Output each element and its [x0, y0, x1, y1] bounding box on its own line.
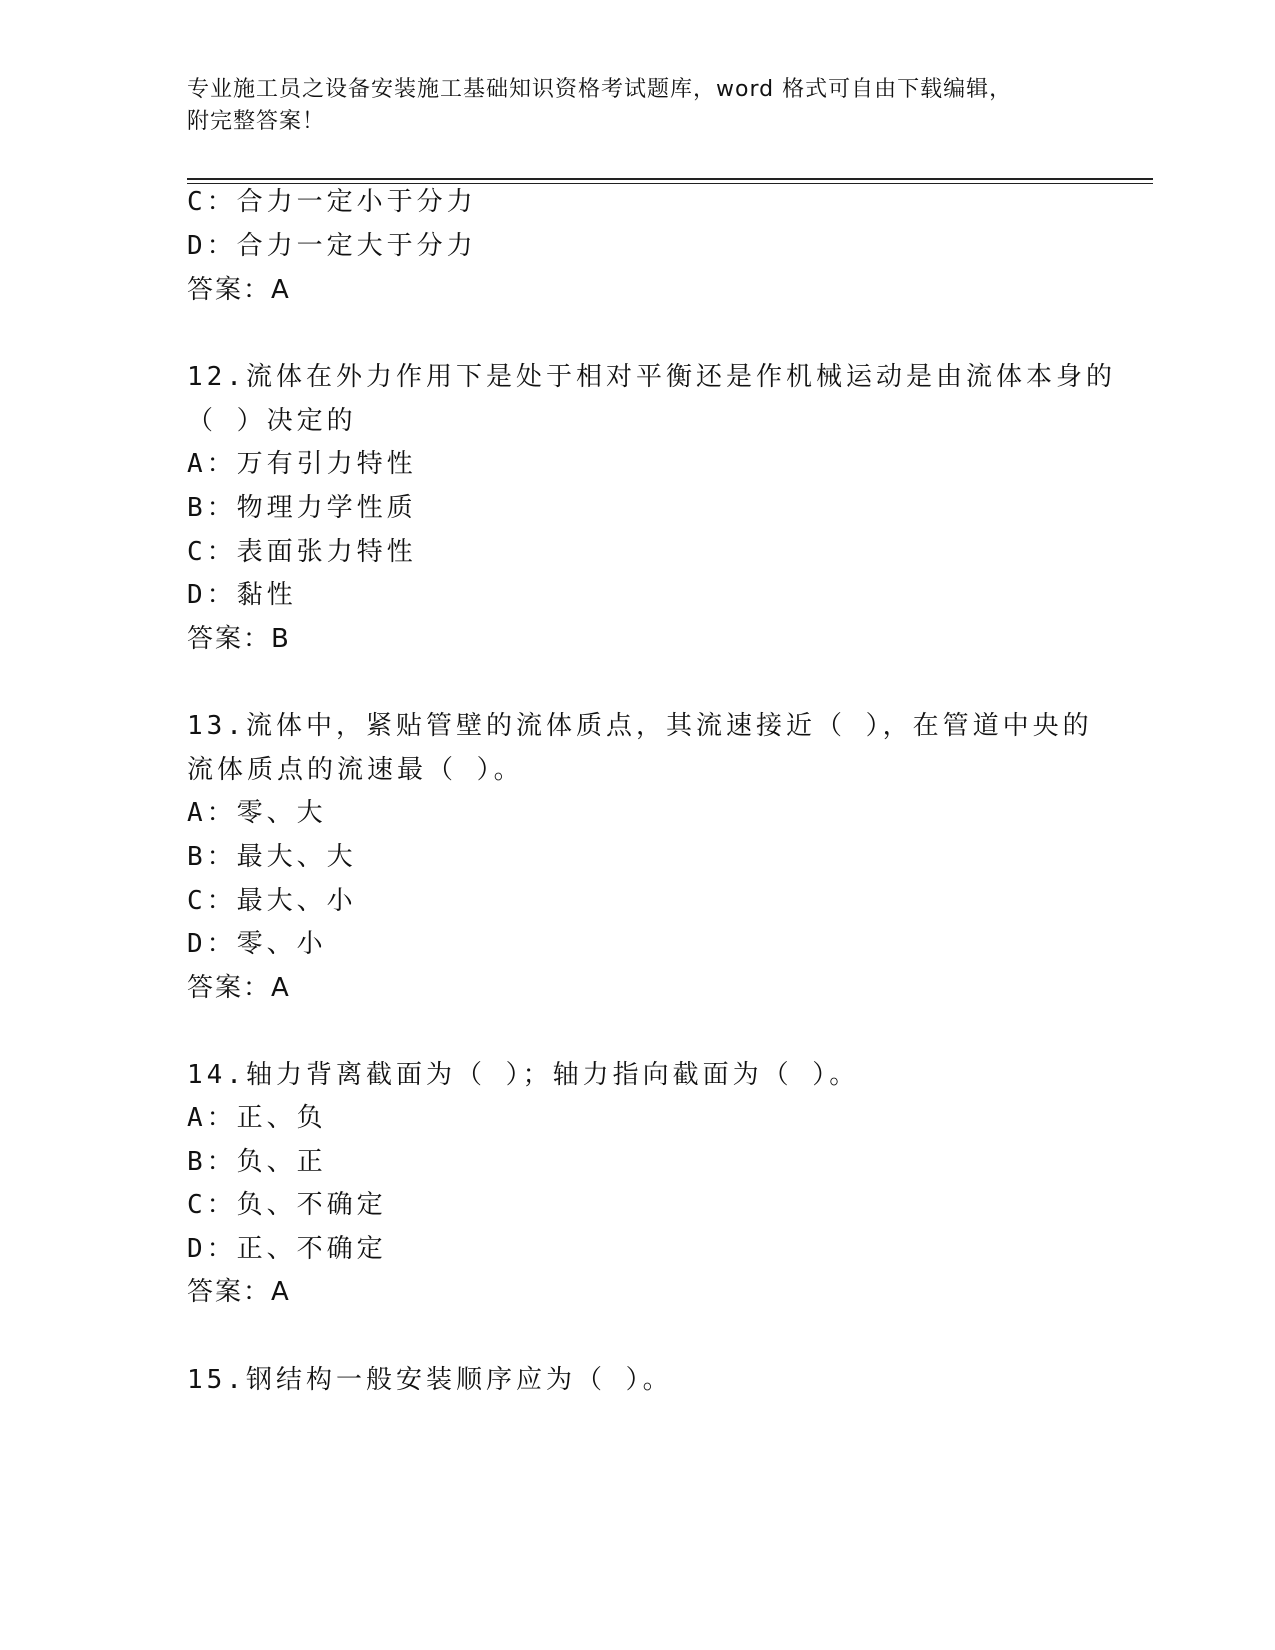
q12-option-b: B：物理力学性质 [187, 493, 417, 523]
q12-option-d: D：黏性 [187, 580, 297, 610]
q13-option-b: B：最大、大 [187, 842, 357, 872]
document-header [187, 74, 1087, 138]
q11-option-d: D：合力一定大于分力 [187, 231, 477, 261]
q13-stem-line-1: 13.流体中，紧贴管壁的流体质点，其流速接近（ ），在管道中央的 [187, 711, 1093, 741]
q14-stem: 14.轴力背离截面为（ ）；轴力指向截面为（ ）。 [187, 1060, 860, 1090]
q14-option-a: A：正、负 [187, 1103, 327, 1133]
q12-option-c: C：表面张力特性 [187, 537, 417, 567]
q14-answer: 答案：A [187, 1277, 291, 1307]
q13-option-d: D：零、小 [187, 929, 327, 959]
q13-option-c: C：最大、小 [187, 886, 357, 916]
q12-stem-line-1: 12.流体在外力作用下是处于相对平衡还是作机械运动是由流体本身的 [187, 362, 1116, 392]
q13-stem-line-2: 流体质点的流速最（ ）。 [187, 755, 524, 785]
q14-option-b: B：负、正 [187, 1147, 327, 1177]
header-line-2: 附完整答案！ [187, 109, 326, 134]
q11-answer: 答案：A [187, 275, 291, 305]
q15-stem: 15.钢结构一般安装顺序应为（ ）。 [187, 1365, 673, 1395]
q12-stem-line-2: （ ）决定的 [187, 406, 357, 436]
q12-answer: 答案：B [187, 624, 291, 654]
q11-option-c: C：合力一定小于分力 [187, 187, 477, 217]
header-line-1: 专业施工员之设备安装施工基础知识资格考试题库，word 格式可自由下载编辑， [187, 77, 1013, 102]
q13-option-a: A：零、大 [187, 798, 327, 828]
q14-option-c: C：负、不确定 [187, 1190, 387, 1220]
q12-option-a: A：万有引力特性 [187, 449, 417, 479]
q14-option-d: D：正、不确定 [187, 1234, 387, 1264]
q13-answer: 答案：A [187, 973, 291, 1003]
header-divider [187, 178, 1153, 184]
